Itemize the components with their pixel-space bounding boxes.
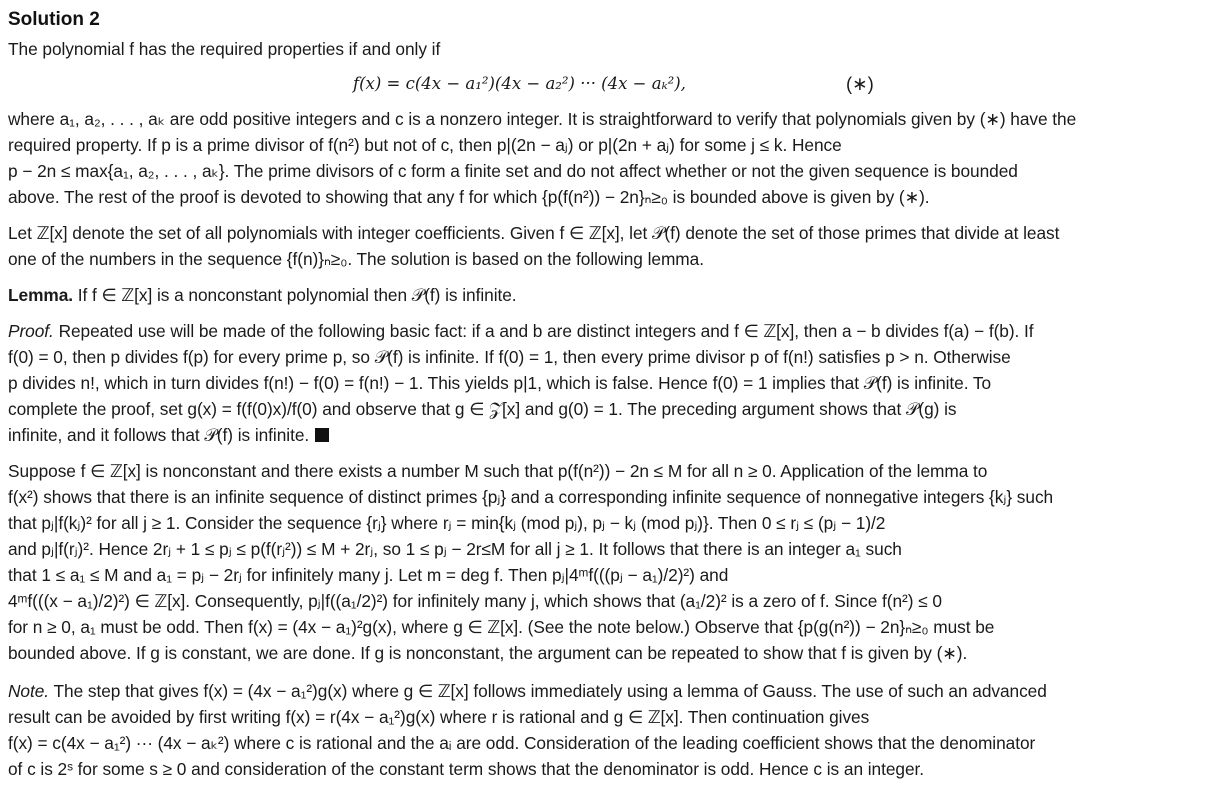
paragraph-line: f(x²) shows that there is an infinite sequence of distinct primes {pⱼ} and a corresponding infinite sequence of nonnegative integers {kⱼ} such	[8, 487, 1054, 507]
paragraph-line: Repeated use will be made of the following basic fact: if a and b are distinct integers and f ∈ ℤ[x], then a − b divides f(a) − f(b). If	[53, 321, 1034, 341]
paragraph-line: required property. If p is a prime divisor of f(n²) but not of c, then p|(2n − aⱼ) or p|(2n + aⱼ) for some j ≤ k. Hence	[8, 135, 842, 155]
paragraph-line: complete the proof, set g(x) = f(f(0)x)/f(0) and observe that g ∈ 𝒵[x] and g(0) = 1. The preceding argument shows that 𝒫(g) is	[8, 399, 957, 419]
paragraph-line: The step that gives f(x) = (4x − a₁²)g(x) where g ∈ ℤ[x] follows immediately using a lemma of Gauss. The use of such an advanced	[49, 681, 1047, 701]
paragraph-line: result can be avoided by first writing f(x) = r(4x − a₁²)g(x) where r is rational and g ∈ ℤ[x]. Then continuation gives	[8, 707, 870, 727]
paragraph-line: where a₁, a₂, . . . , aₖ are odd positive integers and c is a nonzero integer. It is straightforward to verify that polynomials given by (∗) have the	[8, 109, 1077, 129]
proof-paragraph	[8, 318, 1205, 448]
paragraph-line: one of the numbers in the sequence {f(n)}ₙ≥₀. The solution is based on the following lemma.	[8, 249, 704, 269]
paragraph-definitions	[8, 220, 1205, 272]
paragraph-line: Suppose f ∈ ℤ[x] is nonconstant and there exists a number M such that p(f(n²)) − 2n ≤ M for all n ≥ 0. Application of the lemma to	[8, 461, 988, 481]
paragraph-line: and pⱼ|f(rⱼ)². Hence 2rⱼ + 1 ≤ pⱼ ≤ p(f(rⱼ²)) ≤ M + 2rⱼ, so 1 ≤ pⱼ − 2r≤M for all j ≥ 1. It follows that there is an integer a₁ such	[8, 539, 902, 559]
main-equation	[8, 66, 1205, 102]
paragraph-main-argument	[8, 458, 1205, 666]
paragraph-line: infinite, and it follows that 𝒫(f) is infinite.	[8, 425, 310, 445]
paragraph-line: Let ℤ[x] denote the set of all polynomials with integer coefficients. Given f ∈ ℤ[x], let 𝒫(f) denote the set of those primes that divide at least	[8, 223, 1060, 243]
qed-square-icon	[315, 428, 329, 442]
lemma-text: If f ∈ ℤ[x] is a nonconstant polynomial then 𝒫(f) is infinite.	[73, 285, 517, 305]
lemma-statement	[8, 282, 1205, 308]
paragraph-line: bounded above. If g is constant, we are done. If g is nonconstant, the argument can be repeated to show that f is given by (∗).	[8, 643, 968, 663]
paragraph-line: of c is 2ˢ for some s ≥ 0 and consideration of the constant term shows that the denominator is odd. Hence c is an integer.	[8, 759, 925, 779]
paragraph-line: f(x) = c(4x − a₁²) ··· (4x − aₖ²) where c is rational and the aᵢ are odd. Consideration of the leading coefficient shows that the denominator	[8, 733, 1036, 753]
note-paragraph	[8, 678, 1205, 782]
paragraph-line: that 1 ≤ a₁ ≤ M and a₁ = pⱼ − 2rⱼ for infinitely many j. Let m = deg f. Then pⱼ|4ᵐf(((pⱼ − a₁)/2)²) and	[8, 565, 729, 585]
note-label: Note.	[8, 681, 50, 701]
solution-heading: Solution 2	[8, 9, 100, 30]
paragraph-line: p − 2n ≤ max{a₁, a₂, . . . , aₖ}. The prime divisors of c form a finite set and do not affect whether or not the given sequence is bounded	[8, 161, 1018, 181]
equation-tag: (∗)	[846, 73, 874, 94]
proof-label: Proof.	[8, 321, 54, 341]
paragraph-verification	[8, 106, 1205, 210]
intro-paragraph: The polynomial f has the required properties if and only if	[8, 39, 441, 59]
paragraph-line: above. The rest of the proof is devoted to showing that any f for which {p(f(n²)) − 2n}ₙ≥₀ is bounded above is given by (∗).	[8, 187, 930, 207]
lemma-label: Lemma.	[8, 285, 74, 305]
paragraph-line: 4ᵐf(((x − a₁)/2)²) ∈ ℤ[x]. Consequently, pⱼ|f((a₁/2)²) for infinitely many j, which shows that (a₁/2)² is a zero of f. Since f(n²) ≤ 0	[8, 591, 942, 611]
equation-body: f(x) = c(4x − a₁²)(4x − a₂²) ··· (4x − aₖ²),	[353, 74, 686, 93]
paragraph-line: f(0) = 0, then p divides f(p) for every prime p, so 𝒫(f) is infinite. If f(0) = 1, then every prime divisor p of f(n!) satisfies p > n. Otherwise	[8, 347, 1011, 367]
paragraph-line: that pⱼ|f(kⱼ)² for all j ≥ 1. Consider the sequence {rⱼ} where rⱼ = min{kⱼ (mod pⱼ), pⱼ − kⱼ (mod pⱼ)}. Then 0 ≤ rⱼ ≤ (pⱼ − 1)/2	[8, 513, 886, 533]
paragraph-line: for n ≥ 0, a₁ must be odd. Then f(x) = (4x − a₁)²g(x), where g ∈ ℤ[x]. (See the note below.) Observe that {p(g(n²)) − 2n}ₙ≥₀ must be	[8, 617, 995, 637]
paragraph-line: p divides n!, which in turn divides f(n!) − f(0) = f(n!) − 1. This yields p|1, which is false. Hence f(0) = 1 implies that 𝒫(f) is infinite. To	[8, 373, 992, 393]
